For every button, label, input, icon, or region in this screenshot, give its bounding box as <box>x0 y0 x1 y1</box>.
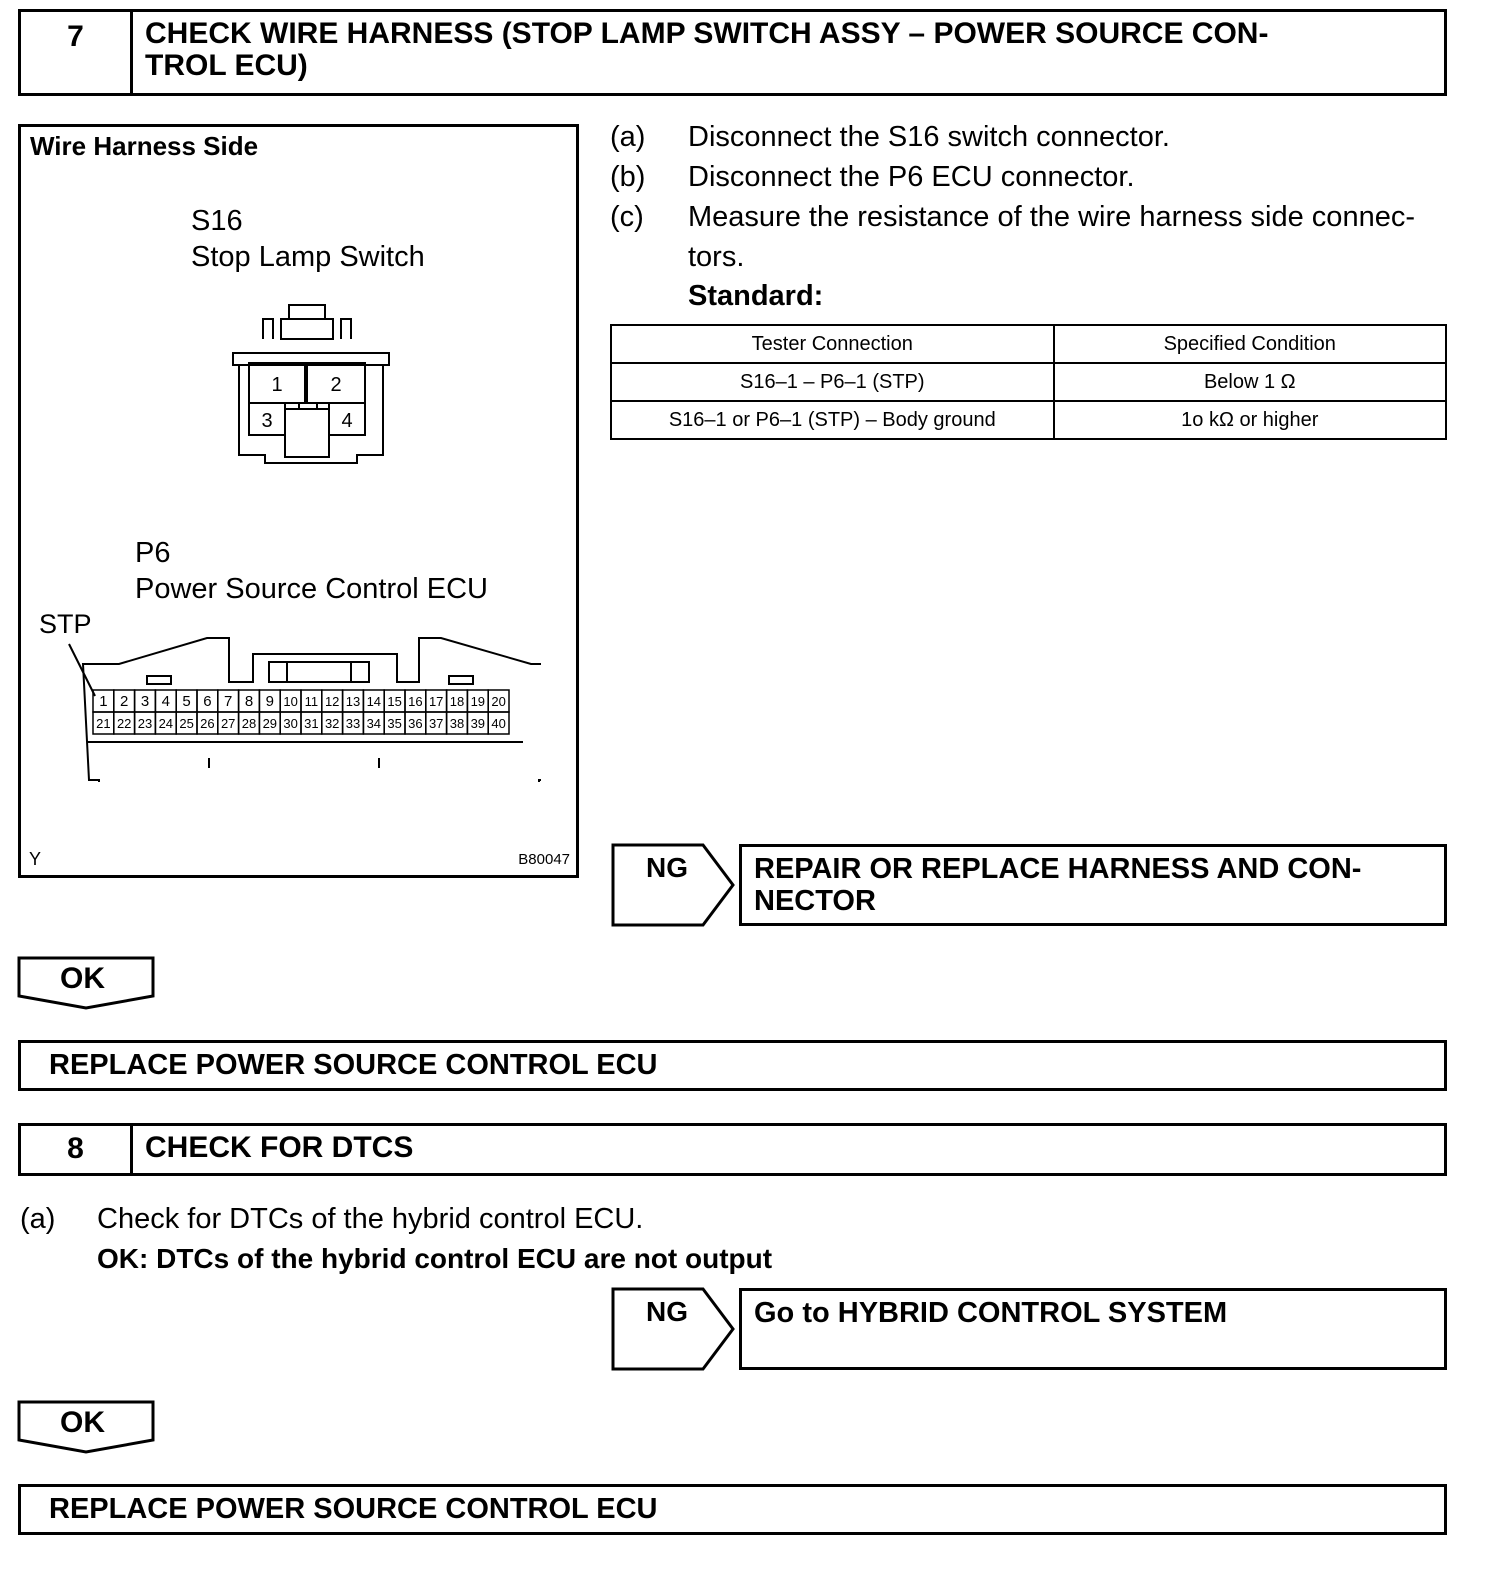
p6-pin-36: 36 <box>408 716 423 731</box>
p6-pin-27: 27 <box>220 716 236 731</box>
p6-pin-31: 31 <box>304 716 319 731</box>
p6-connector-diagram <box>61 632 541 782</box>
p6-pin-14: 14 <box>366 694 382 709</box>
p6-pin-4: 4 <box>161 693 170 710</box>
p6-pin-10: 10 <box>283 694 298 709</box>
p6-pin-18: 18 <box>449 694 465 709</box>
ng-label-1: NG <box>646 852 688 883</box>
instruction-b-marker: (b) <box>610 161 646 193</box>
ng-result-box-2 <box>739 1288 1447 1370</box>
p6-pin-1: 1 <box>99 693 108 710</box>
p6-pin-37: 37 <box>428 716 444 731</box>
p6-pin-28: 28 <box>241 716 257 731</box>
instruction-a-marker: (a) <box>610 121 646 153</box>
table-cell: S16–1 – P6–1 (STP) <box>611 363 1054 401</box>
p6-pin-11: 11 <box>304 694 319 709</box>
p6-pin-5: 5 <box>182 693 191 710</box>
table-header-row <box>611 325 1446 363</box>
p6-pin-32: 32 <box>324 716 340 731</box>
table-row <box>611 363 1446 401</box>
step-title-line2: TROL ECU) <box>145 49 308 82</box>
table-header: Specified Condition <box>1054 325 1446 363</box>
step-title-line1: CHECK WIRE HARNESS (STOP LAMP SWITCH ASSY – POWER SOURCE CON- <box>145 17 1269 50</box>
instruction-c-marker: (c) <box>610 201 644 233</box>
step8-marker: (a) <box>20 1203 56 1235</box>
p6-pin-29: 29 <box>262 716 278 731</box>
p6-pin-12: 12 <box>324 694 340 709</box>
step-number: 7 <box>21 12 133 93</box>
p6-pin-34: 34 <box>366 716 382 731</box>
step8-ok-condition: OK: DTCs of the hybrid control ECU are not output <box>97 1243 773 1274</box>
replace-text-1: REPLACE POWER SOURCE CONTROL ECU <box>49 1049 658 1081</box>
replace-text-2: REPLACE POWER SOURCE CONTROL ECU <box>49 1493 658 1525</box>
p6-pin-2: 2 <box>120 693 129 710</box>
s16-code: S16 <box>191 205 243 237</box>
p6-pin-15: 15 <box>387 694 402 709</box>
s16-pin-3: 3 <box>261 410 273 432</box>
corner-right-code: B80047 <box>518 851 570 868</box>
p6-pin-7: 7 <box>224 693 233 710</box>
p6-pin-16: 16 <box>408 694 423 709</box>
p6-pin-25: 25 <box>179 716 194 731</box>
p6-pin-20: 20 <box>491 694 506 709</box>
s16-pin-2: 2 <box>330 374 342 396</box>
p6-pin-33: 33 <box>345 716 361 731</box>
p6-pin-grid <box>93 690 509 734</box>
step-title: CHECK FOR DTCS <box>145 1131 414 1164</box>
ng-result-text-2: Go to HYBRID CONTROL SYSTEM <box>754 1297 1228 1329</box>
p6-pin-38: 38 <box>449 716 465 731</box>
table-cell: Below 1 Ω <box>1054 363 1446 401</box>
p6-pin-39: 39 <box>470 716 486 731</box>
ng-result-text-1 <box>754 853 1434 917</box>
p6-pin-21: 21 <box>96 716 111 731</box>
step-title <box>145 18 1394 82</box>
table-row <box>611 401 1446 439</box>
ng-result-line2: NECTOR <box>754 885 876 917</box>
p6-pin-8: 8 <box>244 693 254 710</box>
p6-pin-26: 26 <box>200 716 215 731</box>
step8-instruction-text: Check for DTCs of the hybrid control ECU. <box>97 1203 644 1235</box>
table-cell: S16–1 or P6–1 (STP) – Body ground <box>611 401 1054 439</box>
replace-box-1 <box>18 1040 1447 1091</box>
s16-name: Stop Lamp Switch <box>191 241 425 273</box>
corner-left-code: Y <box>29 849 42 869</box>
p6-name: Power Source Control ECU <box>135 573 488 605</box>
instruction-c-line1: Measure the resistance of the wire harness side connec- <box>688 201 1415 233</box>
p6-pin-35: 35 <box>387 716 402 731</box>
step-7-header <box>18 9 1447 96</box>
p6-code: P6 <box>135 537 171 569</box>
figure-heading: Wire Harness Side <box>30 131 259 161</box>
standard-table <box>610 324 1447 440</box>
ng-result-line1: REPAIR OR REPLACE HARNESS AND CON- <box>754 853 1362 885</box>
p6-pin-30: 30 <box>283 716 298 731</box>
s16-connector-diagram <box>221 297 401 467</box>
p6-pin-40: 40 <box>491 716 506 731</box>
ng-result-box-1 <box>739 844 1447 926</box>
s16-pin-1: 1 <box>271 374 283 396</box>
table-header: Tester Connection <box>611 325 1054 363</box>
s16-pin-4: 4 <box>341 410 353 432</box>
ok-label-1: OK <box>60 962 105 995</box>
p6-pin-24: 24 <box>158 716 174 731</box>
p6-pin-17: 17 <box>428 694 444 709</box>
standard-label: Standard: <box>688 280 824 312</box>
table-cell: 1o kΩ or higher <box>1054 401 1446 439</box>
step-number: 8 <box>21 1126 133 1173</box>
wire-harness-figure <box>18 124 579 878</box>
p6-pin-3: 3 <box>140 693 150 710</box>
step-8-header <box>18 1123 1447 1176</box>
stp-label: STP <box>39 609 92 639</box>
p6-pin-9: 9 <box>265 693 274 710</box>
p6-pin-6: 6 <box>203 693 212 710</box>
p6-pin-13: 13 <box>345 694 361 709</box>
replace-box-2 <box>18 1484 1447 1535</box>
ok-label-2: OK <box>60 1406 105 1439</box>
ng-label-2: NG <box>646 1296 688 1327</box>
p6-pin-23: 23 <box>137 716 153 731</box>
p6-pin-22: 22 <box>116 716 132 731</box>
instruction-a-text: Disconnect the S16 switch connector. <box>688 121 1170 153</box>
instruction-b-text: Disconnect the P6 ECU connector. <box>688 161 1135 193</box>
p6-pin-19: 19 <box>470 694 486 709</box>
instruction-c-line2: tors. <box>688 241 745 273</box>
